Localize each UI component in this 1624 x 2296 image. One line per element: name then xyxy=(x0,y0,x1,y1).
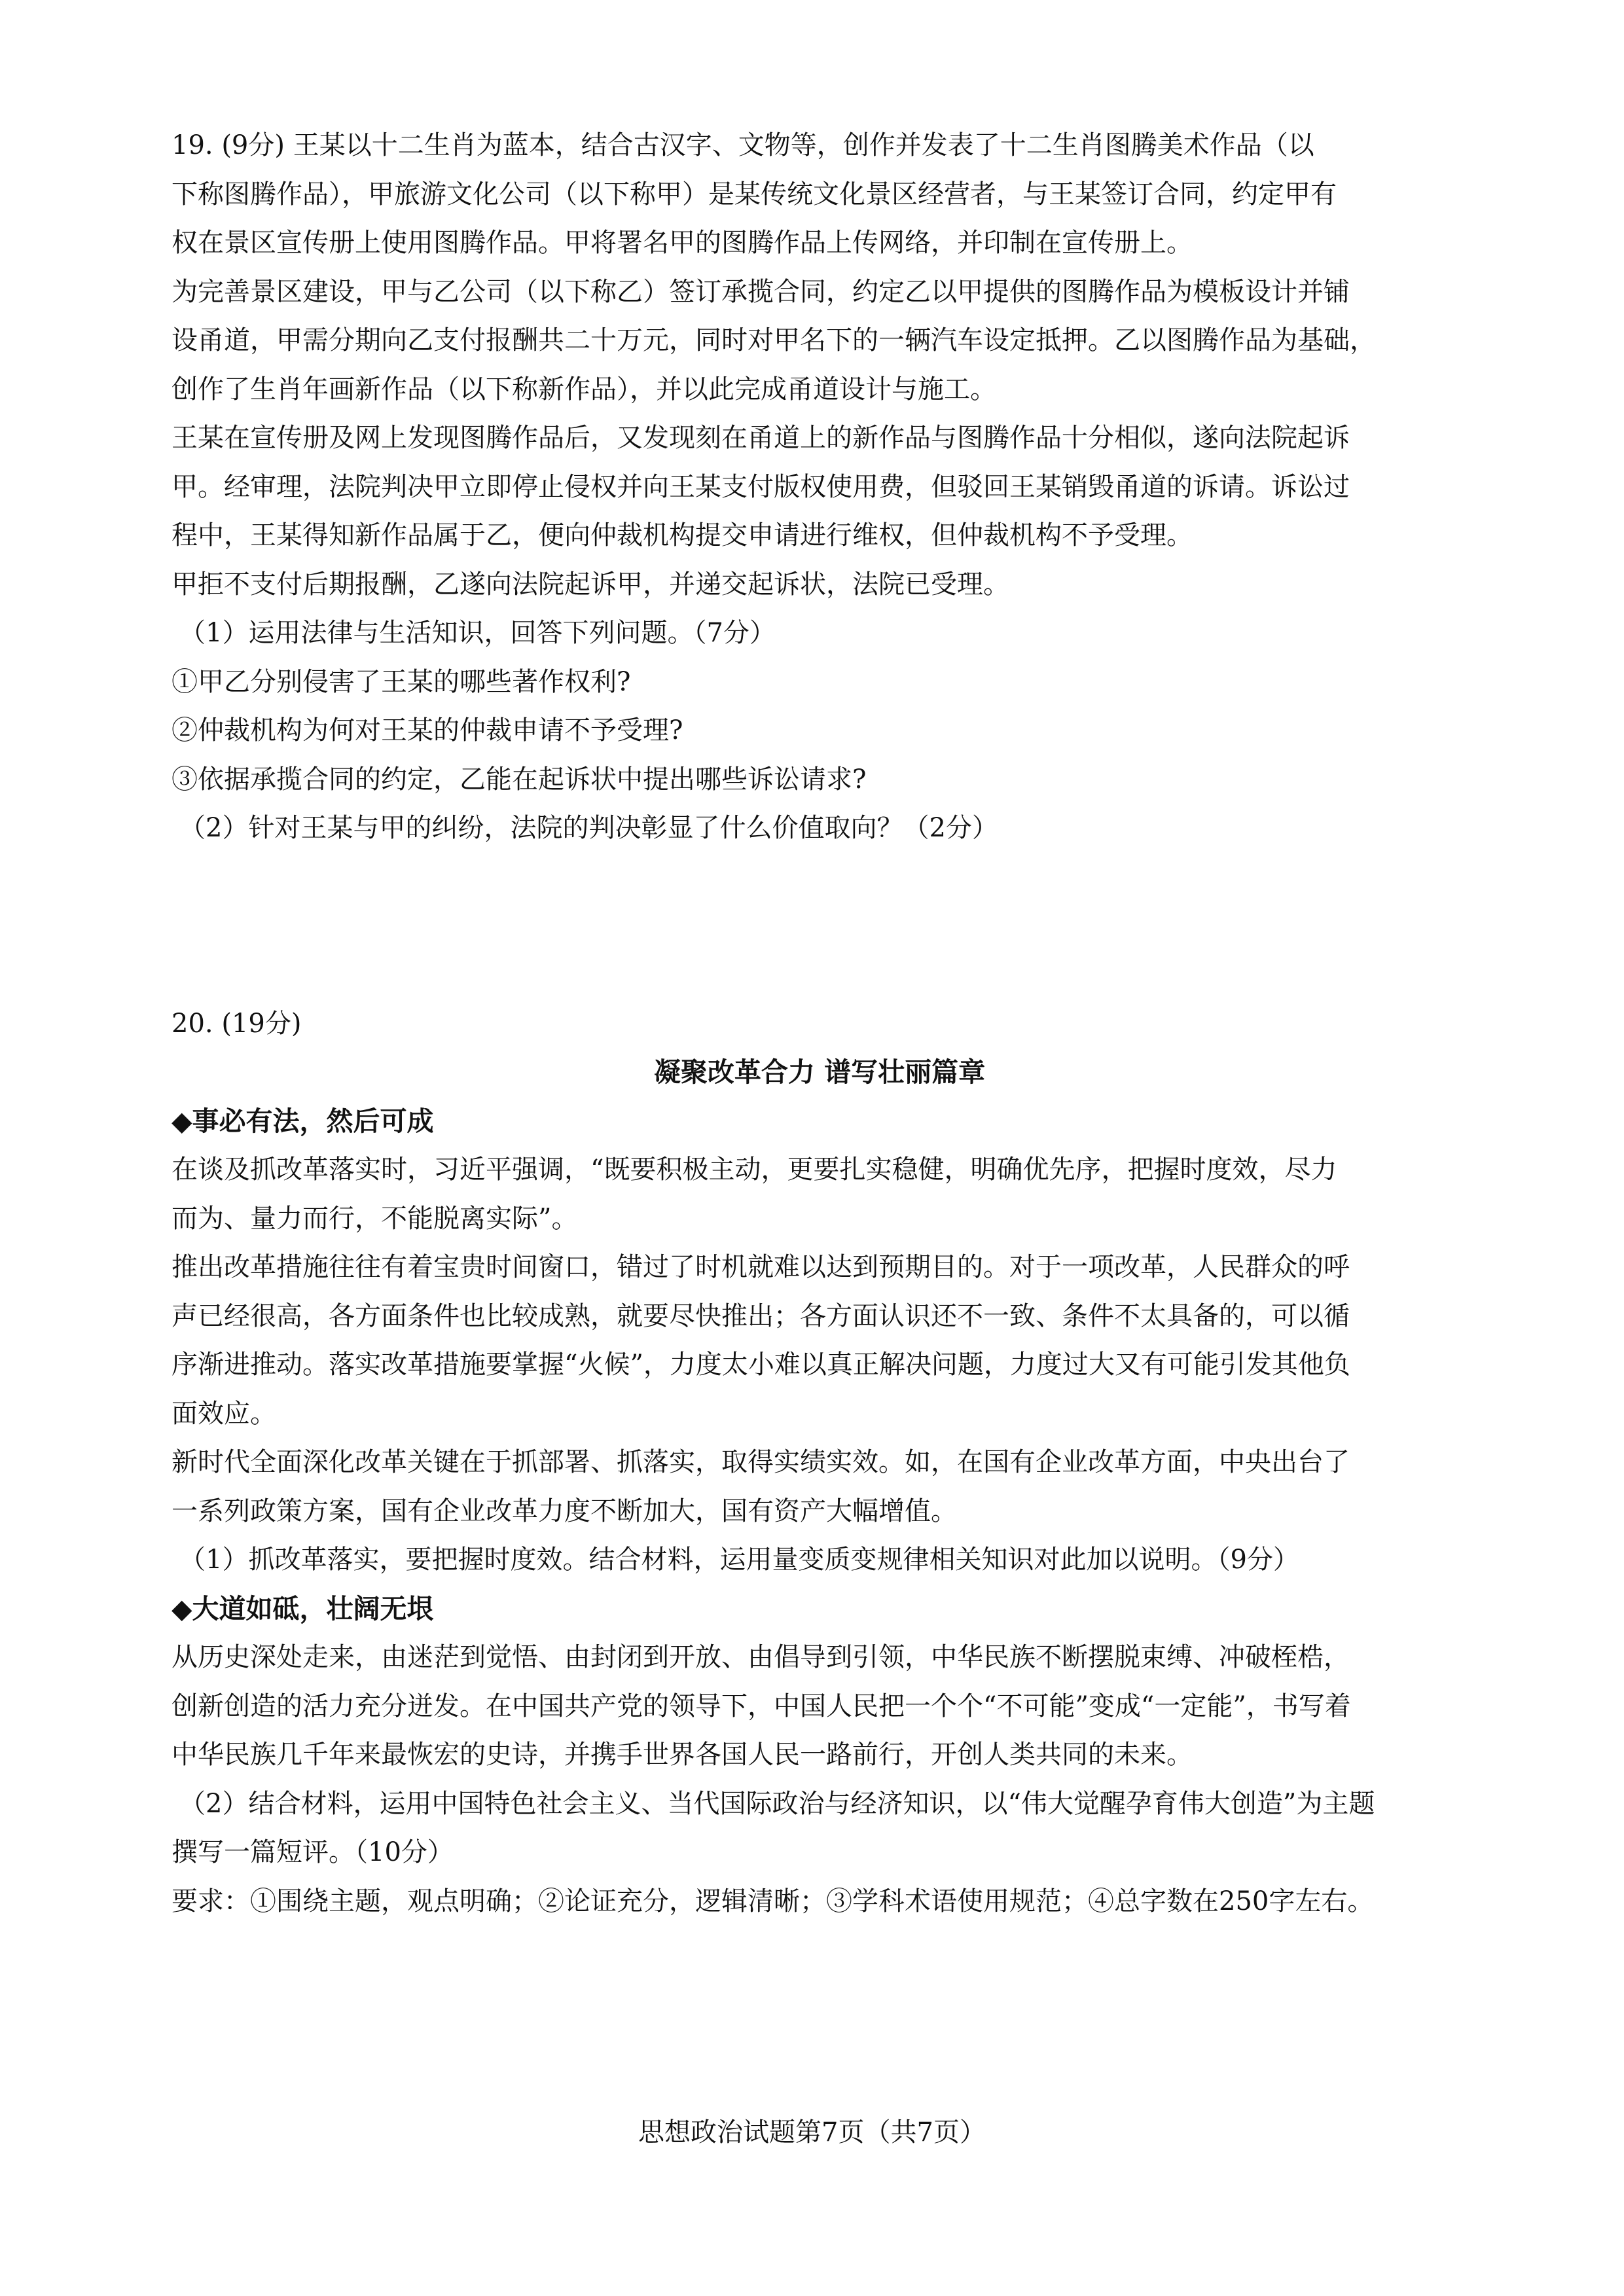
question-19 xyxy=(171,121,1468,853)
q19-item-2: ②仲裁机构为何对王某的仲裁申请不予受理? xyxy=(171,715,683,745)
q19-line: 为完善景区建设，甲与乙公司（以下称乙）签订承揽合同，约定乙以甲提供的图腾作品为模板设计并铺 xyxy=(171,276,1350,307)
q20-subquestion-1: （1）抓改革落实，要把握时度效。结合材料，运用量变质变规律相关知识对此加以说明。（9分） xyxy=(179,1545,1299,1575)
q20-section1-line: 一系列政策方案，国有企业改革力度不断加大，国有资产大幅增值。 xyxy=(171,1496,957,1526)
q19-subquestion-1: （1）运用法律与生活知识，回答下列问题。（7分） xyxy=(179,618,776,648)
page-footer: 思想政治试题第7页（共7页） xyxy=(638,2117,986,2147)
q20-subquestion-2: （2）结合材料，运用中国特色社会主义、当代国际政治与经济知识，以“伟大觉醒孕育伟大创造”为主题 xyxy=(179,1788,1375,1819)
q20-section1-heading: ◆事必有法，然后可成 xyxy=(171,1105,434,1137)
q19-line: 王某在宣传册及网上发现图腾作品后，又发现刻在甬道上的新作品与图腾作品十分相似，遂向法院起诉 xyxy=(171,423,1350,453)
answer-space xyxy=(171,853,1468,999)
q19-line: 甲拒不支付后期报酬，乙遂向法院起诉甲，并递交起诉状，法院已受理。 xyxy=(171,569,1009,600)
q19-item-3: ③依据承揽合同的约定，乙能在起诉状中提出哪些诉讼请求? xyxy=(171,764,867,795)
question-20 xyxy=(171,999,1468,1926)
q20-section1-line: 新时代全面深化改革关键在于抓部署、抓落实，取得实绩实效。如，在国有企业改革方面，中央出台了 xyxy=(171,1447,1350,1477)
q20-section1-line: 在谈及抓改革落实时，习近平强调，“既要积极主动，更要扎实稳健，明确优先序，把握时度效，尽力 xyxy=(171,1155,1337,1185)
q19-line: 19. (9分) 王某以十二生肖为蓝本，结合古汉字、文物等，创作并发表了十二生肖图腾美术作品（以 xyxy=(171,130,1314,160)
q20-section2-line: 中华民族几千年来最恢宏的史诗，并携手世界各国人民一路前行，开创人类共同的未来。 xyxy=(171,1740,1193,1770)
q20-section1-line: 声已经很高，各方面条件也比较成熟，就要尽快推出；各方面认识还不一致、条件不太具备的，可以循 xyxy=(171,1300,1350,1331)
q20-section1-line: 序渐进推动。落实改革措施要掌握“火候”，力度太小难以真正解决问题，力度过大又有可能引发其他负 xyxy=(171,1350,1350,1380)
q19-line: 甲。经审理，法院判决甲立即停止侵权并向王某支付版权使用费，但驳回王某销毁甬道的诉请。诉讼过 xyxy=(171,471,1350,502)
exam-page-content xyxy=(171,121,1468,1926)
q20-subquestion-2-cont: 撰写一篇短评。（10分） xyxy=(171,1837,454,1867)
q20-title: 凝聚改革合力 谱写壮丽篇章 xyxy=(653,1056,986,1088)
q20-header: 20. (19分) xyxy=(171,1008,302,1039)
q20-section2-line: 从历史深处走来，由迷茫到觉悟、由封闭到开放、由倡导到引领，中华民族不断摆脱束缚、冲破桎梏， xyxy=(171,1642,1350,1672)
q20-section1-line: 推出改革措施往往有着宝贵时间窗口，错过了时机就难以达到预期目的。对于一项改革，人民群众的呼 xyxy=(171,1252,1350,1282)
q20-section1-line: 而为、量力而行，不能脱离实际”。 xyxy=(171,1203,578,1234)
q20-section2-line: 创新创造的活力充分迸发。在中国共产党的领导下，中国人民把一个个“不可能”变成“一定能”，书写着 xyxy=(171,1691,1351,1721)
q19-line: 设甬道，甲需分期向乙支付报酬共二十万元，同时对甲名下的一辆汽车设定抵押。乙以图腾作品为基础， xyxy=(171,325,1376,355)
q20-section1-line: 面效应。 xyxy=(171,1398,276,1429)
q19-line: 权在景区宣传册上使用图腾作品。甲将署名甲的图腾作品上传网络，并印制在宣传册上。 xyxy=(171,228,1193,258)
q19-line: 程中，王某得知新作品属于乙，便向仲裁机构提交申请进行维权，但仲裁机构不予受理。 xyxy=(171,520,1193,550)
q19-line: 创作了生肖年画新作品（以下称新作品），并以此完成甬道设计与施工。 xyxy=(171,374,996,404)
q19-item-1: ①甲乙分别侵害了王某的哪些著作权利? xyxy=(171,666,631,697)
q20-requirements: 要求：①围绕主题，观点明确；②论证充分，逻辑清晰；③学科术语使用规范；④总字数在250字左右。 xyxy=(171,1886,1374,1916)
q20-section2-heading: ◆大道如砥，壮阔无垠 xyxy=(171,1592,434,1624)
q19-line: 下称图腾作品），甲旅游文化公司（以下称甲）是某传统文化景区经营者，与王某签订合同，约定甲有 xyxy=(171,179,1337,209)
q19-subquestion-2: （2）针对王某与甲的纠纷，法院的判决彰显了什么价值取向？（2分） xyxy=(179,813,998,843)
